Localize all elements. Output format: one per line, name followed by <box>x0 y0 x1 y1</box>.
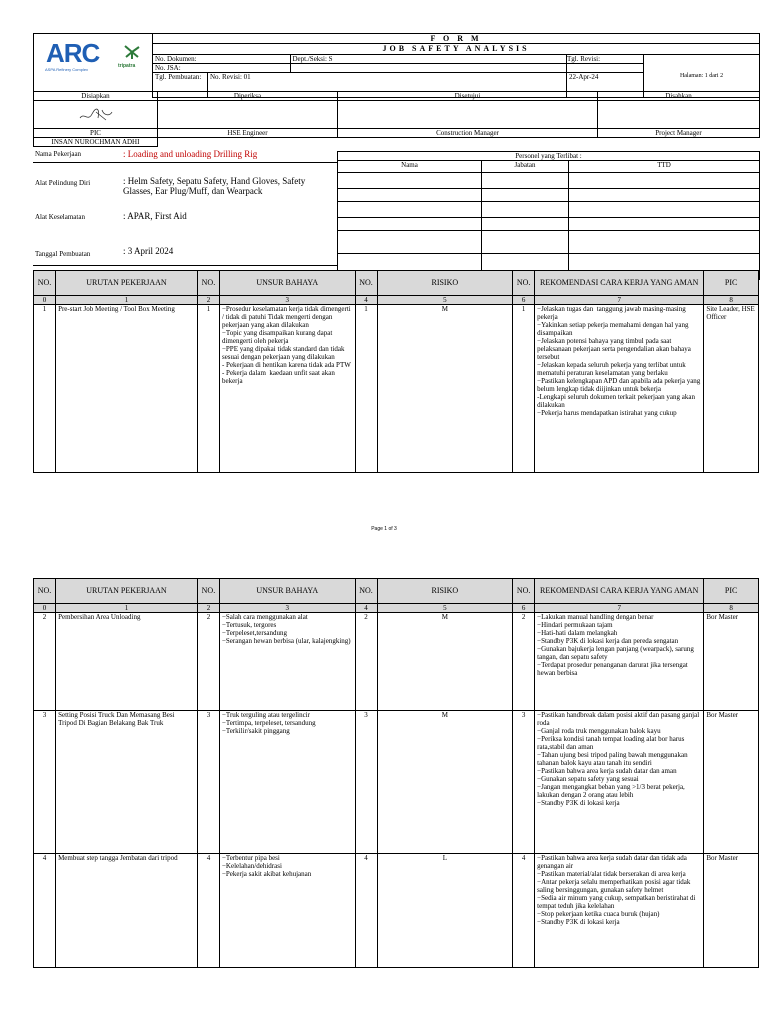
signature-image <box>76 104 116 126</box>
row-no: 2 <box>34 613 56 711</box>
jsa-header <box>33 33 760 98</box>
row-rekomendasi: −Pastikan handbreak dalam posisi aktif dan pasang ganjal roda −Ganjal roda truk menggunakan balok kayu −Periksa kondisi tanah tempat loading alat bor harus rata,stabil dan aman −Tahan ujung besi tripod paling bawah menggunakan tahanan balok kayu atau tanah itu sendiri −Pastikan bahwa area kerja sudah datar dan aman −Gunakan sepatu safety yang sesuai −Jangan mengangkat beban yang >1/3 berat pekerja, lakukan dengan 2 orang atau lebih −Standby P3K di lokasi kerja <box>535 711 704 854</box>
header-bahaya: UNSUR BAHAYA <box>219 579 355 604</box>
header-urutan: URUTAN PEKERJAAN <box>56 579 198 604</box>
index-cell: 7 <box>535 296 704 305</box>
index-cell: 8 <box>704 296 759 305</box>
row-no4: 4 <box>513 854 535 968</box>
construction-manager-role: Construction Manager <box>338 129 598 138</box>
index-cell: 5 <box>377 604 513 613</box>
disiapkan-label: Disiapkan <box>34 92 158 101</box>
row-no2: 1 <box>197 305 219 473</box>
index-cell: 0 <box>34 296 56 305</box>
index-cell: 6 <box>513 296 535 305</box>
logo-cell <box>34 34 153 98</box>
header-no3: NO. <box>355 271 377 296</box>
header-no: NO. <box>34 271 56 296</box>
header-no2: NO. <box>197 579 219 604</box>
tgl-pembuatan-label: Tgl. Pembuatan: <box>153 73 208 97</box>
index-cell: 0 <box>34 604 56 613</box>
personel-col-jabatan: Jabatan <box>482 161 569 173</box>
row-urutan: Setting Posisi Truck Dan Memasang Besi Tripod Di Bagian Belakang Bak Truk <box>56 711 198 854</box>
form-subtitle: JOB SAFETY ANALYSIS <box>153 44 760 55</box>
row-pic: Bor Master <box>704 854 759 968</box>
tripatra-logo-text: tripatra <box>118 63 136 69</box>
alat-keselamatan-value: : APAR, First Aid <box>123 211 187 221</box>
project-manager-role: Project Manager <box>598 129 760 138</box>
table-header-row <box>34 271 759 296</box>
row-risiko: M <box>377 711 513 854</box>
personel-title: Personel yang Terlibat : <box>338 152 760 161</box>
index-cell: 5 <box>377 296 513 305</box>
row-no: 3 <box>34 711 56 854</box>
header-rekomendasi: REKOMENDASI CARA KERJA YANG AMAN <box>535 271 704 296</box>
row-no4: 2 <box>513 613 535 711</box>
header-risiko: RISIKO <box>377 271 513 296</box>
row-no3: 1 <box>355 305 377 473</box>
row-pic: Site Leader, HSE Officer <box>704 305 759 473</box>
disahkan-label: Disahkan <box>598 92 760 101</box>
header-rekomendasi: REKOMENDASI CARA KERJA YANG AMAN <box>535 579 704 604</box>
row-no: 4 <box>34 854 56 968</box>
row-rekomendasi: −Jelaskan tugas dan tanggung jawab masing-masing pekerja −Yakinkan setiap pekerja memahami dengan hal yang disampaikan −Jelaskan potensi bahaya yang timbul pada saat pelaksanaan pekerjaan serta pengendalian akan bahaya tersebut −Jelaskan kepada seluruh pekerja yang terlibat untuk mematuhi peraturan keselamatan yang berlaku −Pastikan kelengkapan APD dan apabila ada pekerja yang belum lengkap tidak diijinkan untuk bekerja -Lengkapi seluruh dokumen terkait pekerjaan yang akan dilakukan −Pekerja harus mendapatkan istirahat yang cukup <box>535 305 704 473</box>
row-no2: 3 <box>197 711 219 854</box>
row-rekomendasi: −Pastikan bahwa area kerja sudah datar dan tidak ada genangan air −Pastikan material/alat tidak berserakan di area kerja −Antar pekerja selalu memperhatikan posisi agar tidak saling bersinggungan, gunakan safety helmet −Sedia air minum yang cukup, sempatkan beristirahat di tempat teduh jika kelelahan −Stop pekerjaan ketika cuaca buruk (hujan) −Standby P3K di lokasi kerja <box>535 854 704 968</box>
index-cell: 4 <box>355 296 377 305</box>
row-no3: 3 <box>355 711 377 854</box>
index-row <box>34 604 759 613</box>
header-pic: PIC <box>704 271 759 296</box>
table-header-row <box>34 579 759 604</box>
table-row <box>34 613 759 711</box>
signature-disiapkan <box>34 101 158 129</box>
row-risiko: M <box>377 305 513 473</box>
header-no2: NO. <box>197 271 219 296</box>
index-cell: 3 <box>219 296 355 305</box>
row-urutan: Pre-start Job Meeting / Tool Box Meeting <box>56 305 198 473</box>
index-cell: 1 <box>56 296 198 305</box>
row-no4: 1 <box>513 305 535 473</box>
alat-pelindung-value: : Helm Safety, Sepatu Safety, Hand Gloves, Safety Glasses, Ear Plug/Muff, dan Wearpack <box>123 176 306 196</box>
row-no3: 4 <box>355 854 377 968</box>
row-rekomendasi: −Lakukan manual handling dengan benar −Hindari permukaan tajam −Hati-hati dalam melangkah −Standby P3K di lokasi kerja dan pereda sengatan −Gunakan bajukerja lengan panjang (wearpack), sarung tangan, dan sepatu safety −Terdapat prosedur penanganan darurat jika tersengat hewan berbisa <box>535 613 704 711</box>
index-cell: 3 <box>219 604 355 613</box>
row-no: 1 <box>34 305 56 473</box>
tripatra-logo-icon <box>122 44 142 60</box>
signer-name: INSAN NUROCHMAN ADHI <box>34 138 158 147</box>
row-no3: 2 <box>355 613 377 711</box>
row-risiko: L <box>377 854 513 968</box>
dept-seksi: Dept./Seksi: S <box>290 55 566 64</box>
table-row <box>34 854 759 968</box>
table-row <box>34 305 759 473</box>
revision-meta <box>567 55 644 73</box>
header-pic: PIC <box>704 579 759 604</box>
no-dokumen: No. Dokumen: <box>153 55 290 64</box>
row-pic: Bor Master <box>704 711 759 854</box>
row-bahaya: −Terbentur pipa besi −Kelelahan/dehidrasi −Pekerja sakit akibat kehujanan <box>219 854 355 968</box>
nama-pekerjaan-label: Nama Pekerjaan <box>35 150 82 158</box>
header-no4: NO. <box>513 579 535 604</box>
row-risiko: M <box>377 613 513 711</box>
index-cell: 8 <box>704 604 759 613</box>
diperiksa-label: Diperiksa <box>158 92 338 101</box>
header-risiko: RISIKO <box>377 579 513 604</box>
doc-meta <box>153 55 567 73</box>
jsa-table-page1 <box>33 270 759 473</box>
row-bahaya: −Salah cara menggunakan alat −Tertusuk, tergores −Terpeleset,tersandung −Serangan hewan berbisa (ular, kalajengking) <box>219 613 355 711</box>
pic-role: PIC <box>34 129 158 138</box>
alat-pelindung-label: Alat Pelindung Diri <box>35 179 91 187</box>
row-bahaya: −Truk terguling atau tergelincir −Tertimpa, terpeleset, tersandung −Terkilir/sakit pinggang <box>219 711 355 854</box>
header-urutan: URUTAN PEKERJAAN <box>56 271 198 296</box>
tgl-revisi: Tgl. Revisi: <box>567 55 643 64</box>
disetujui-label: Disetujui <box>338 92 598 101</box>
revisi-date: 22-Apr-24 <box>567 73 644 98</box>
row-no2: 2 <box>197 613 219 711</box>
approval-block <box>33 91 760 147</box>
jsa-table-page2 <box>33 578 759 968</box>
header-no4: NO. <box>513 271 535 296</box>
arc-logo: ARC <box>46 38 100 68</box>
row-pic: Bor Master <box>704 613 759 711</box>
row-no4: 3 <box>513 711 535 854</box>
nama-pekerjaan-value: : Loading and unloading Drilling Rig <box>123 149 258 159</box>
tanggal-label: Tanggal Pembuatan <box>35 250 91 258</box>
no-revisi: No. Revisi: 01 <box>208 73 567 98</box>
row-urutan: Pembersihan Area Unloading <box>56 613 198 711</box>
personel-col-ttd: TTD <box>569 161 760 173</box>
tanggal-value: : 3 April 2024 <box>123 246 174 256</box>
index-row <box>34 296 759 305</box>
index-cell: 4 <box>355 604 377 613</box>
row-urutan: Membuat step tangga Jembatan dari tripod <box>56 854 198 968</box>
hse-engineer-role: HSE Engineer <box>158 129 338 138</box>
index-cell: 2 <box>197 604 219 613</box>
no-jsa: No. JSA: <box>153 64 290 73</box>
alat-keselamatan-label: Alat Keselamatan <box>35 213 85 221</box>
form-title: F O R M <box>153 34 760 44</box>
header-no: NO. <box>34 579 56 604</box>
row-bahaya: −Prosedur keselamatan kerja tidak dimengerti / tidak di patuhi Tidak mengerti dengan pekerjaan yang akan dilakukan −Topic yang disampaikan kurang dapat dimengerti oleh pekerja −PPE yang dipakai tidak standard dan tidak sesuai dengan pekerjaan yang dilakukan - Pekerjaan di hentikan karena tidak ada PTW - Pekerja dalam kaedaan unfit saat akan bekerja <box>219 305 355 473</box>
header-no3: NO. <box>355 579 377 604</box>
table-row <box>34 711 759 854</box>
personel-col-nama: Nama <box>338 161 482 173</box>
index-cell: 7 <box>535 604 704 613</box>
personel-table <box>337 151 760 280</box>
page-footer: Page 1 of 3 <box>371 526 397 532</box>
arc-logo-subtitle: ASPA Refinery Complex <box>45 67 89 72</box>
index-cell: 1 <box>56 604 198 613</box>
header-bahaya: UNSUR BAHAYA <box>219 271 355 296</box>
halaman: Halaman: 1 dari 2 <box>644 55 760 98</box>
row-no2: 4 <box>197 854 219 968</box>
index-cell: 6 <box>513 604 535 613</box>
index-cell: 2 <box>197 296 219 305</box>
